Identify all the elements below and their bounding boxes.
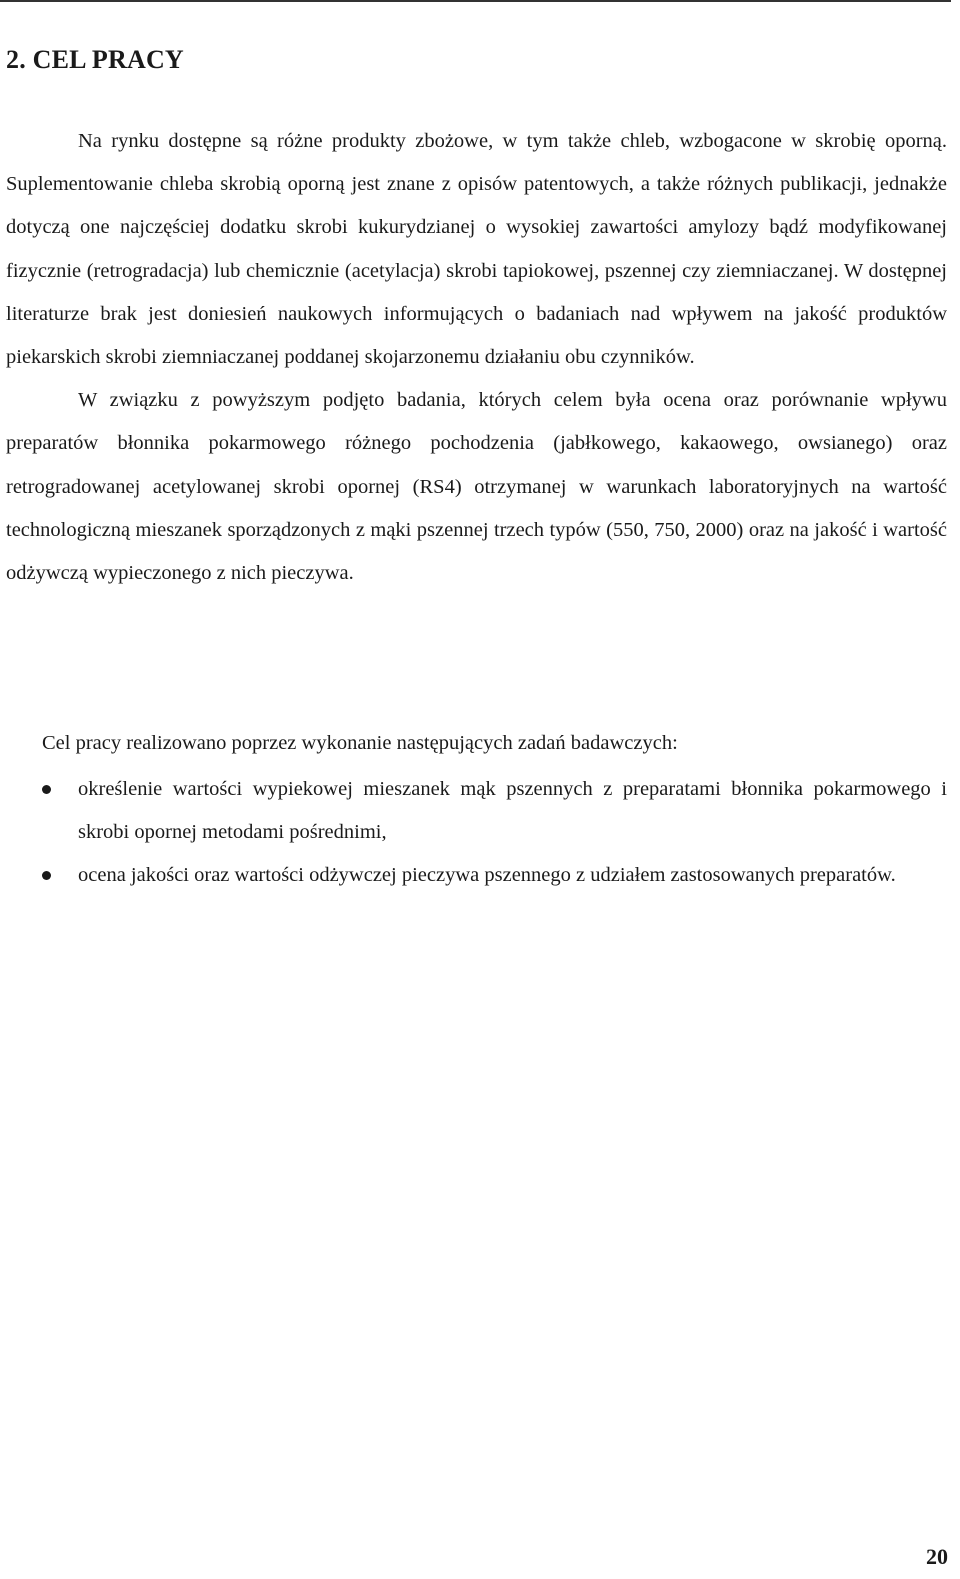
task-list (6, 768, 947, 898)
task-text-2: ocena jakości oraz wartości odżywczej pieczywa pszennego z udziałem zastosowanych preparatów. (78, 864, 896, 887)
list-item (6, 854, 947, 897)
paragraph-2: W związku z powyższym podjęto badania, których celem była ocena oraz porównanie wpływu preparatów błonnika pokarmowego różnego pochodzenia (jabłkowego, kakaowego, owsianego) oraz retrogradowanej acetylowanej skrobi opornej (RS4) otrzymanej w warunkach laboratoryjnych na wartość technologiczną mieszanek sporządzonych z mąki pszennej trzech typów (550, 750, 2000) oraz na jakość i wartość odżywczą wypieczonego z nich pieczywa. (6, 389, 947, 585)
paragraph-1: Na rynku dostępne są różne produkty zbożowe, w tym także chleb, wzbogacone w skrobię oporną. Suplementowanie chleba skrobią oporną jest znane z opisów patentowych, a także różnych publikacji, jednakże dotyczą one najczęściej dodatku skrobi kukurydzianej o wysokiej zawartości amylozy bądź modyfikowanej fizycznie (retrogradacja) lub chemicznie (acetylacja) skrobi tapiokowej, pszennej czy ziemniaczanej. W dostępnej literaturze brak jest doniesień naukowych informujących o badaniach nad wpływem na jakość produktów piekarskich skrobi ziemniaczanej poddanej skojarzonemu działaniu obu czynników. (6, 130, 947, 369)
list-item (6, 768, 947, 854)
tasks-intro: Cel pracy realizowano poprzez wykonanie następujących zadań badawczych: (42, 732, 678, 754)
task-text-1: określenie wartości wypiekowej mieszanek mąk pszennych z preparatami błonnika pokarmowego i skrobi opornej metodami pośrednimi, (78, 778, 947, 844)
bullet-icon (42, 871, 51, 880)
body-text (6, 120, 947, 595)
page-number: 20 (926, 1544, 948, 1569)
section-heading: 2. CEL PRACY (6, 45, 184, 74)
top-rule (0, 0, 951, 2)
bullet-icon (42, 785, 51, 794)
